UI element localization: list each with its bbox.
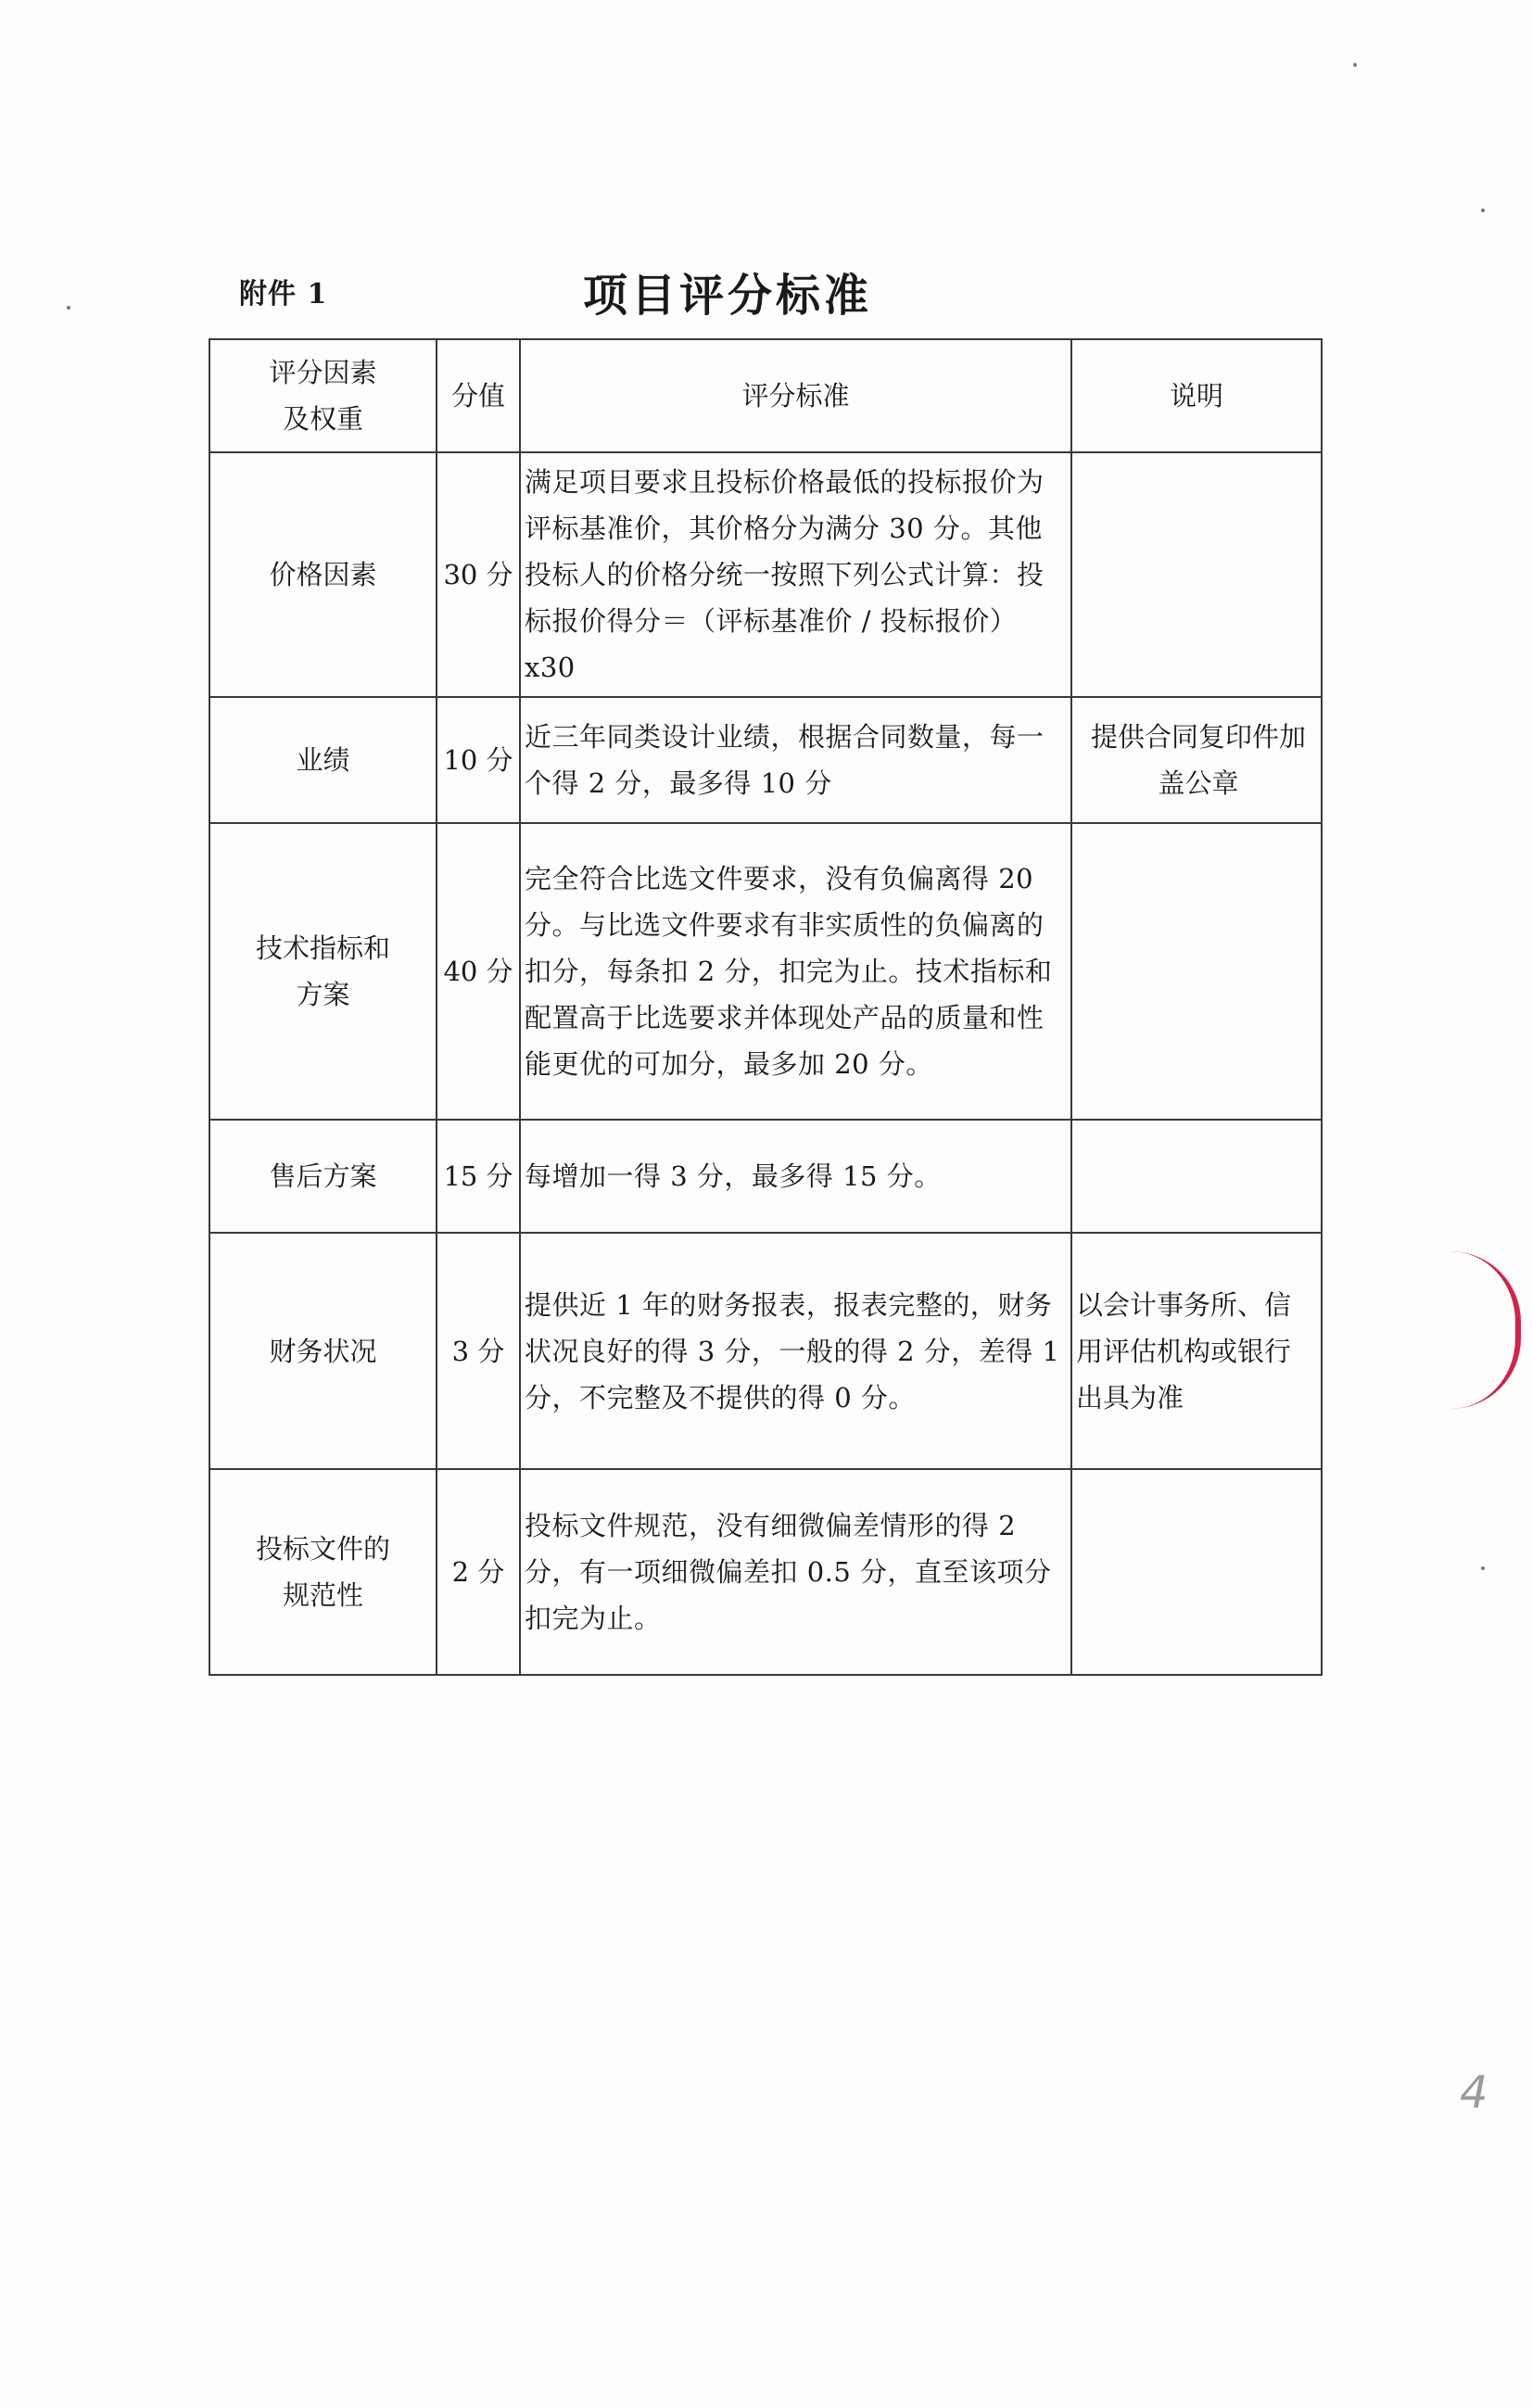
score-cell: 30 分 [437, 452, 520, 697]
criteria-cell: 完全符合比选文件要求，没有负偏离得 20 分。与比选文件要求有非实质性的负偏离的扣分，每条扣 2 分，扣完为止。技术指标和配置高于比选要求并体现处产品的质量和性能更优的可加分，最多加 20 分。 [520, 823, 1071, 1120]
factor-cell: 价格因素 [209, 452, 437, 697]
score-cell: 15 分 [437, 1120, 520, 1233]
scan-speck [1481, 1566, 1485, 1570]
table-row [209, 823, 1322, 1120]
page-number: 4 [1460, 2067, 1488, 2119]
header-criteria: 评分标准 [520, 339, 1071, 452]
factor-cell: 技术指标和方案 [209, 823, 437, 1120]
note-cell [1071, 823, 1322, 1120]
criteria-cell: 满足项目要求且投标价格最低的投标报价为评标基准价，其价格分为满分 30 分。其他投标人的价格分统一按照下列公式计算：投标报价得分＝（评标基准价 / 投标报价）x30 [520, 452, 1071, 697]
score-cell: 2 分 [437, 1469, 520, 1675]
score-cell: 10 分 [437, 697, 520, 823]
table-row [209, 1120, 1322, 1233]
note-cell [1071, 1120, 1322, 1233]
factor-cell: 售后方案 [209, 1120, 437, 1233]
table-header-row [209, 339, 1322, 452]
criteria-cell: 近三年同类设计业绩，根据合同数量，每一个得 2 分，最多得 10 分 [520, 697, 1071, 823]
note-cell: 以会计事务所、信用评估机构或银行出具为准 [1071, 1233, 1322, 1469]
note-cell [1071, 1469, 1322, 1675]
attachment-label: 附件 1 [239, 278, 328, 311]
criteria-cell: 每增加一得 3 分，最多得 15 分。 [520, 1120, 1071, 1233]
header-note: 说明 [1071, 339, 1322, 452]
note-cell: 提供合同复印件加盖公章 [1071, 697, 1322, 823]
score-cell: 3 分 [437, 1233, 520, 1469]
factor-cell: 业绩 [209, 697, 437, 823]
criteria-cell: 提供近 1 年的财务报表，报表完整的，财务状况良好的得 3 分，一般的得 2 分，差得 1 分，不完整及不提供的得 0 分。 [520, 1233, 1071, 1469]
header-score: 分值 [437, 339, 520, 452]
criteria-cell: 投标文件规范，没有细微偏差情形的得 2 分，有一项细微偏差扣 0.5 分，直至该项分扣完为止。 [520, 1469, 1071, 1675]
scan-speck [1353, 63, 1357, 67]
table-row [209, 1233, 1322, 1469]
table-row [209, 697, 1322, 823]
factor-cell: 投标文件的规范性 [209, 1469, 437, 1675]
note-cell [1071, 452, 1322, 697]
table-row [209, 452, 1322, 697]
header-factor: 评分因素及权重 [209, 339, 437, 452]
scan-speck [67, 306, 70, 310]
table-row [209, 1469, 1322, 1675]
scoring-table [209, 338, 1323, 1676]
red-stamp-edge [1450, 1251, 1521, 1409]
document-title: 项目评分标准 [582, 270, 872, 322]
scan-speck [1481, 209, 1485, 212]
score-cell: 40 分 [437, 823, 520, 1120]
factor-cell: 财务状况 [209, 1233, 437, 1469]
